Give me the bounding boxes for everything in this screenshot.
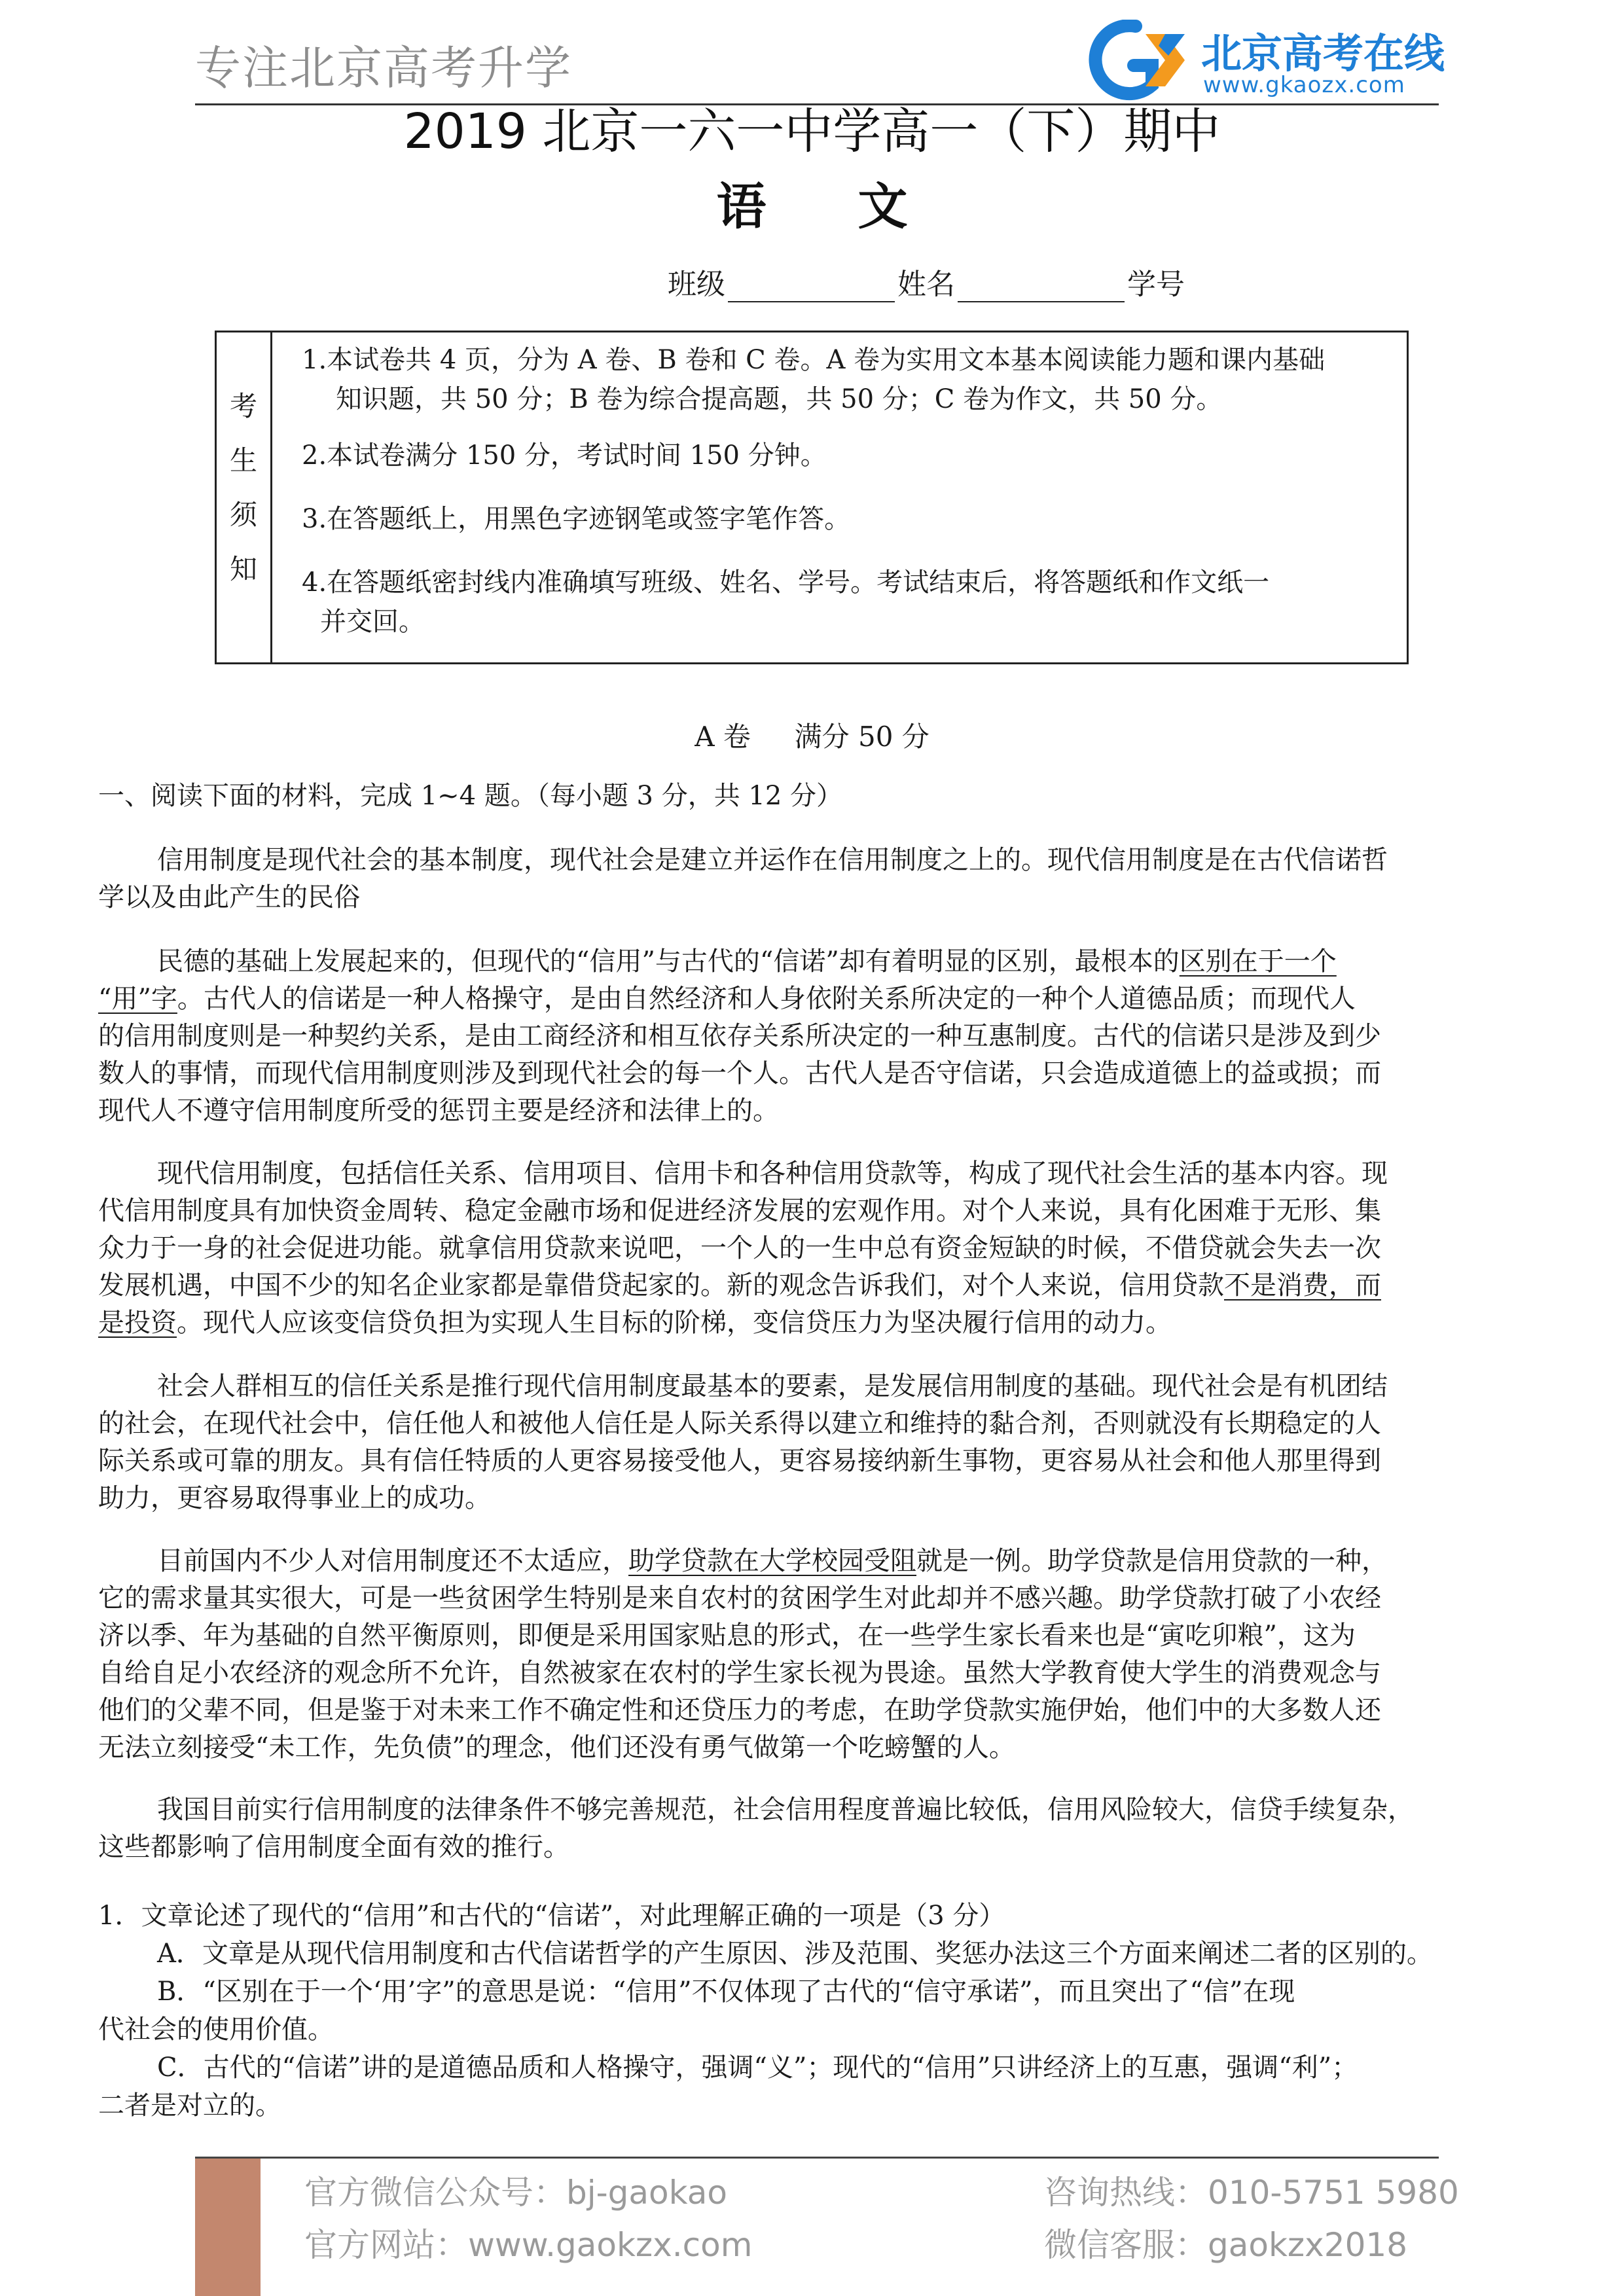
text-span: 就是一例。助学贷款是信用贷款的一种， xyxy=(916,1546,1388,1576)
exam-title: 2019 北京一六一中学高一（下）期中 xyxy=(403,103,1221,160)
footer-color-block xyxy=(195,2159,261,2296)
paragraph-line: 无法立刻接受“未工作，先负债”的理念，他们还没有勇气做第一个吃螃蟹的人。 xyxy=(98,1732,1015,1763)
footer-hotline: 咨询热线：010-5751 5980 xyxy=(1044,2174,1459,2212)
paragraph-line: 学以及由此产生的民俗 xyxy=(98,882,360,912)
paragraph-line: 众力于一身的社会促进功能。就拿信用贷款来说吧，一个人的一生中总有资金短缺的时候，不借贷就会失去一次 xyxy=(98,1233,1381,1263)
notice-item-1 xyxy=(302,340,1394,419)
footer-wechat: 官方微信公众号：bj-gaokao xyxy=(304,2174,727,2212)
paragraph-line: 现代人不遵守信用制度所受的惩罚主要是经济和法律上的。 xyxy=(98,1096,779,1126)
notice-label-char: 须 xyxy=(229,499,257,531)
paragraph-line: 代信用制度具有加快资金周转、稳定金融市场和促进经济发展的宏观作用。对个人来说，具有化困难于无形、集 xyxy=(98,1196,1381,1226)
text-span: 民德的基础上发展起来的，但现代的“信用”与古代的“信诺”却有着明显的区别，最根本的 xyxy=(157,946,1180,977)
notice-item-4-line-1: 4.在答题纸密封线内准确填写班级、姓名、学号。考试结束后，将答题纸和作文纸一 xyxy=(302,567,1270,598)
notice-item-4-line-2: 并交回。 xyxy=(320,607,425,637)
underlined-phrase: 是投资 xyxy=(98,1308,177,1338)
paragraph-line: 他们的父辈不同，但是鉴于对未来工作不确定性和还贷压力的考虑，在助学贷款实施伊始，他们中的大多数人还 xyxy=(98,1695,1381,1725)
question-1-option-c-cont: 二者是对立的。 xyxy=(98,2090,281,2121)
text-span: 。现代人应该变信贷负担为实现人生目标的阶梯，变信贷压力为坚决履行信用的动力。 xyxy=(177,1308,1172,1338)
logo-url: www.gkaozx.com xyxy=(1203,72,1405,98)
gk-logo-icon xyxy=(1074,20,1198,101)
paragraph-line xyxy=(98,943,1381,980)
underlined-phrase: 助学贷款在大学校园受阻 xyxy=(628,1546,916,1576)
paragraph-line xyxy=(98,1543,1388,1580)
paragraph-line: 的社会，在现代社会中，信任他人和被他人信任是人际关系得以建立和维持的黏合剂，否则就没有长期稳定的人 xyxy=(98,1408,1381,1439)
passage-paragraph-2 xyxy=(98,943,1381,1130)
class-blank xyxy=(728,275,895,302)
id-label: 学号 xyxy=(1127,268,1185,301)
text-span: 目前国内不少人对信用制度还不太适应， xyxy=(157,1546,628,1576)
brand-slogan: 专注北京高考升学 xyxy=(195,41,572,95)
paragraph-line: 的信用制度则是一种契约关系，是由工商经济和相互依存关系所决定的一种互惠制度。古代的信诺只是涉及到少 xyxy=(98,1021,1381,1051)
paragraph-line xyxy=(98,1267,1388,1304)
name-label: 姓名 xyxy=(897,268,955,301)
paragraph-line: 社会人群相互的信任关系是推行现代信用制度最基本的要素，是发展信用制度的基础。现代社会是有机团结 xyxy=(157,1371,1388,1401)
passage-paragraph-1 xyxy=(98,842,1388,916)
exam-notice-box xyxy=(215,331,1409,664)
notice-label-char: 知 xyxy=(229,553,257,585)
question-1-stem: 1．文章论述了现代的“信用”和古代的“信诺”，对此理解正确的一项是（3 分） xyxy=(98,1901,1005,1931)
underlined-phrase: 不是消费，而 xyxy=(1224,1270,1381,1300)
paragraph-line: 现代信用制度，包括信任关系、信用项目、信用卡和各种信用贷款等，构成了现代社会生活的基本内容。现 xyxy=(157,1158,1388,1189)
subject-title: 语文 xyxy=(716,177,1000,236)
question-1-option-b-cont: 代社会的使用价值。 xyxy=(98,2015,334,2045)
notice-item-4 xyxy=(302,563,1394,641)
notice-label-column xyxy=(217,332,272,662)
notice-label-char: 生 xyxy=(229,444,257,476)
part-a-title: A 卷 满分 50 分 xyxy=(695,721,929,753)
passage-paragraph-5 xyxy=(98,1543,1388,1767)
paragraph-line: 助力，更容易取得事业上的成功。 xyxy=(98,1483,491,1513)
question-1-option-b: B．“区别在于一个‘用’字”的意思是说：“信用”不仅体现了古代的“信守承诺”，而且突出了“信”在现 xyxy=(157,1977,1295,2007)
passage-paragraph-3 xyxy=(98,1155,1388,1342)
paragraph-line: 自给自足小农经济的观念所不允许，自然被家在农村的学生家长视为畏途。虽然大学教育使大学生的消费观念与 xyxy=(98,1658,1381,1688)
name-blank xyxy=(958,275,1125,302)
paragraph-line xyxy=(98,980,1381,1018)
brand-logo xyxy=(1074,20,1445,101)
paragraph-line: 它的需求量其实很大，可是一些贫困学生特别是来自农村的贫困学生对此却并不感兴趣。助学贷款打破了小农经 xyxy=(98,1583,1381,1613)
question-1-option-c: C．古代的“信诺”讲的是道德品质和人格操守，强调“义”；现代的“信用”只讲经济上的互惠，强调“利”； xyxy=(157,2053,1358,2083)
footer-website: 官方网站：www.gaokzx.com xyxy=(304,2226,753,2264)
text-span: 。古代人的信诺是一种人格操守，是由自然经济和人身依附关系所决定的一种个人道德品质；而现代人 xyxy=(177,984,1356,1014)
notice-label-char: 考 xyxy=(229,390,257,422)
paragraph-line: 我国目前实行信用制度的法律条件不够完善规范，社会信用程度普遍比较低，信用风险较大，信贷手续复杂， xyxy=(157,1795,1414,1825)
passage-paragraph-6 xyxy=(98,1791,1414,1866)
footer-divider xyxy=(195,2157,1439,2159)
paragraph-line: 数人的事情，而现代信用制度则涉及到现代社会的每一个人。古代人是否守信诺，只会造成道德上的益或损；而 xyxy=(98,1058,1381,1088)
class-label: 班级 xyxy=(668,268,725,301)
question-1-option-a: A．文章是从现代信用制度和古代信诺哲学的产生原因、涉及范围、奖惩办法这三个方面来阐述二者的区别的。 xyxy=(157,1939,1433,1969)
paragraph-line: 济以季、年为基础的自然平衡原则，即便是采用国家贴息的形式，在一些学生家长看来也是“寅吃卯粮”，这为 xyxy=(98,1621,1356,1651)
notice-item-2: 2.本试卷满分 150 分，考试时间 150 分钟。 xyxy=(302,440,827,471)
student-info xyxy=(668,260,1185,302)
paragraph-line: 这些都影响了信用制度全面有效的推行。 xyxy=(98,1832,569,1862)
notice-item-1-line-1: 1.本试卷共 4 页，分为 A 卷、B 卷和 C 卷。A 卷为实用文本基本阅读能力题和课内基础 xyxy=(302,345,1326,375)
text-span: 发展机遇，中国不少的知名企业家都是靠借贷起家的。新的观念告诉我们，对个人来说，信用贷款 xyxy=(98,1270,1224,1300)
question-1 xyxy=(98,1897,1433,2125)
passage-paragraph-4 xyxy=(98,1368,1388,1517)
notice-item-1-line-2: 知识题，共 50 分；B 卷为综合提高题，共 50 分；C 卷为作文，共 50 分。 xyxy=(336,384,1223,414)
underlined-phrase: “用”字 xyxy=(98,984,177,1014)
footer-service: 微信客服：gaokzx2018 xyxy=(1044,2226,1408,2264)
paragraph-line: 信用制度是现代社会的基本制度，现代社会是建立并运作在信用制度之上的。现代信用制度是在古代信诺哲 xyxy=(157,845,1388,875)
logo-name: 北京高考在线 xyxy=(1201,29,1445,77)
underlined-phrase: 区别在于一个 xyxy=(1179,946,1337,977)
notice-item-3: 3.在答题纸上，用黑色字迹钢笔或签字笔作答。 xyxy=(302,504,851,534)
paragraph-line: 际关系或可靠的朋友。具有信任特质的人更容易接受他人，更容易接纳新生事物，更容易从社会和他人那里得到 xyxy=(98,1446,1381,1476)
paragraph-line xyxy=(98,1304,1388,1342)
section-1-heading: 一、阅读下面的材料，完成 1~4 题。（每小题 3 分，共 12 分） xyxy=(98,781,843,811)
